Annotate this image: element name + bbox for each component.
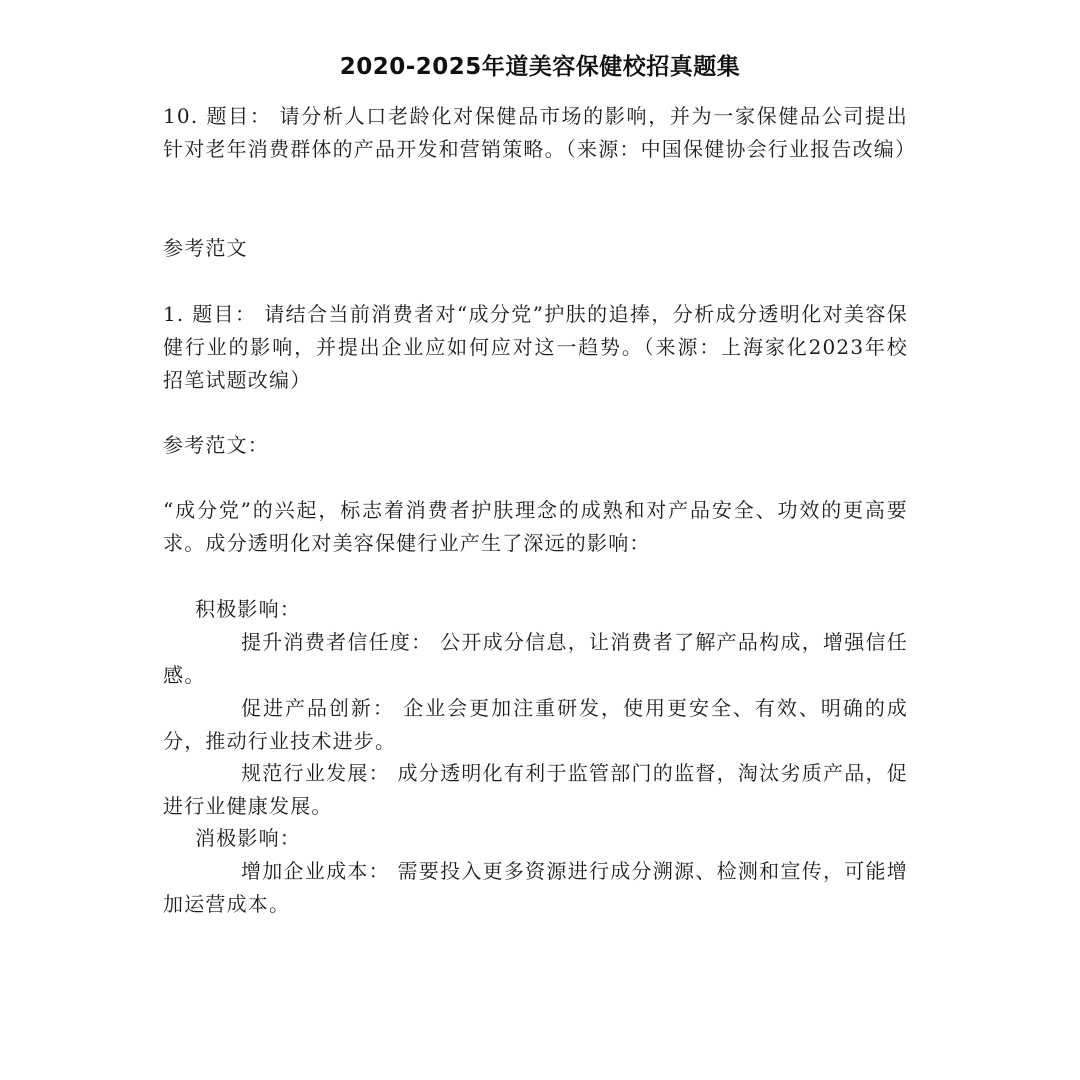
list-item: 提升消费者信任度： 公开成分信息，让消费者了解产品构成，增强信任感。 [163,630,908,687]
list-item: 促进产品创新： 企业会更加注重研发，使用更安全、有效、明确的成分，推动行业技术进步。 [163,696,908,753]
page-title: 2020-2025年道美容保健校招真题集 [339,54,741,80]
reference-label: 参考范文： [163,433,269,457]
question-1-text: 1. 题目： 请结合当前消费者对“成分党”护肤的追捧，分析成分透明化对美容保健行业的影响，并提出企业应如何应对这一趋势。（来源：上海家化2023年校招笔试题改编） [163,302,908,392]
question-10-text: 10. 题目： 请分析人口老龄化对保健品市场的影响，并为一家保健品公司提出针对老年消费群体的产品开发和营销策略。（来源：中国保健协会行业报告改编） [163,104,917,161]
intro-paragraph: “成分党”的兴起，标志着消费者护肤理念的成熟和对产品安全、功效的更高要求。成分透明化对美容保健行业产生了深远的影响： [163,498,908,555]
positive-impact-heading: 积极影响： [195,597,301,621]
reference-label: 参考范文 [163,236,248,260]
list-item: 规范行业发展： 成分透明化有利于监管部门的监督，淘汰劣质产品，促进行业健康发展。 [163,761,908,818]
negative-impact-heading: 消极影响： [195,826,301,850]
list-item: 增加企业成本： 需要投入更多资源进行成分溯源、检测和宣传，可能增加运营成本。 [163,859,908,916]
